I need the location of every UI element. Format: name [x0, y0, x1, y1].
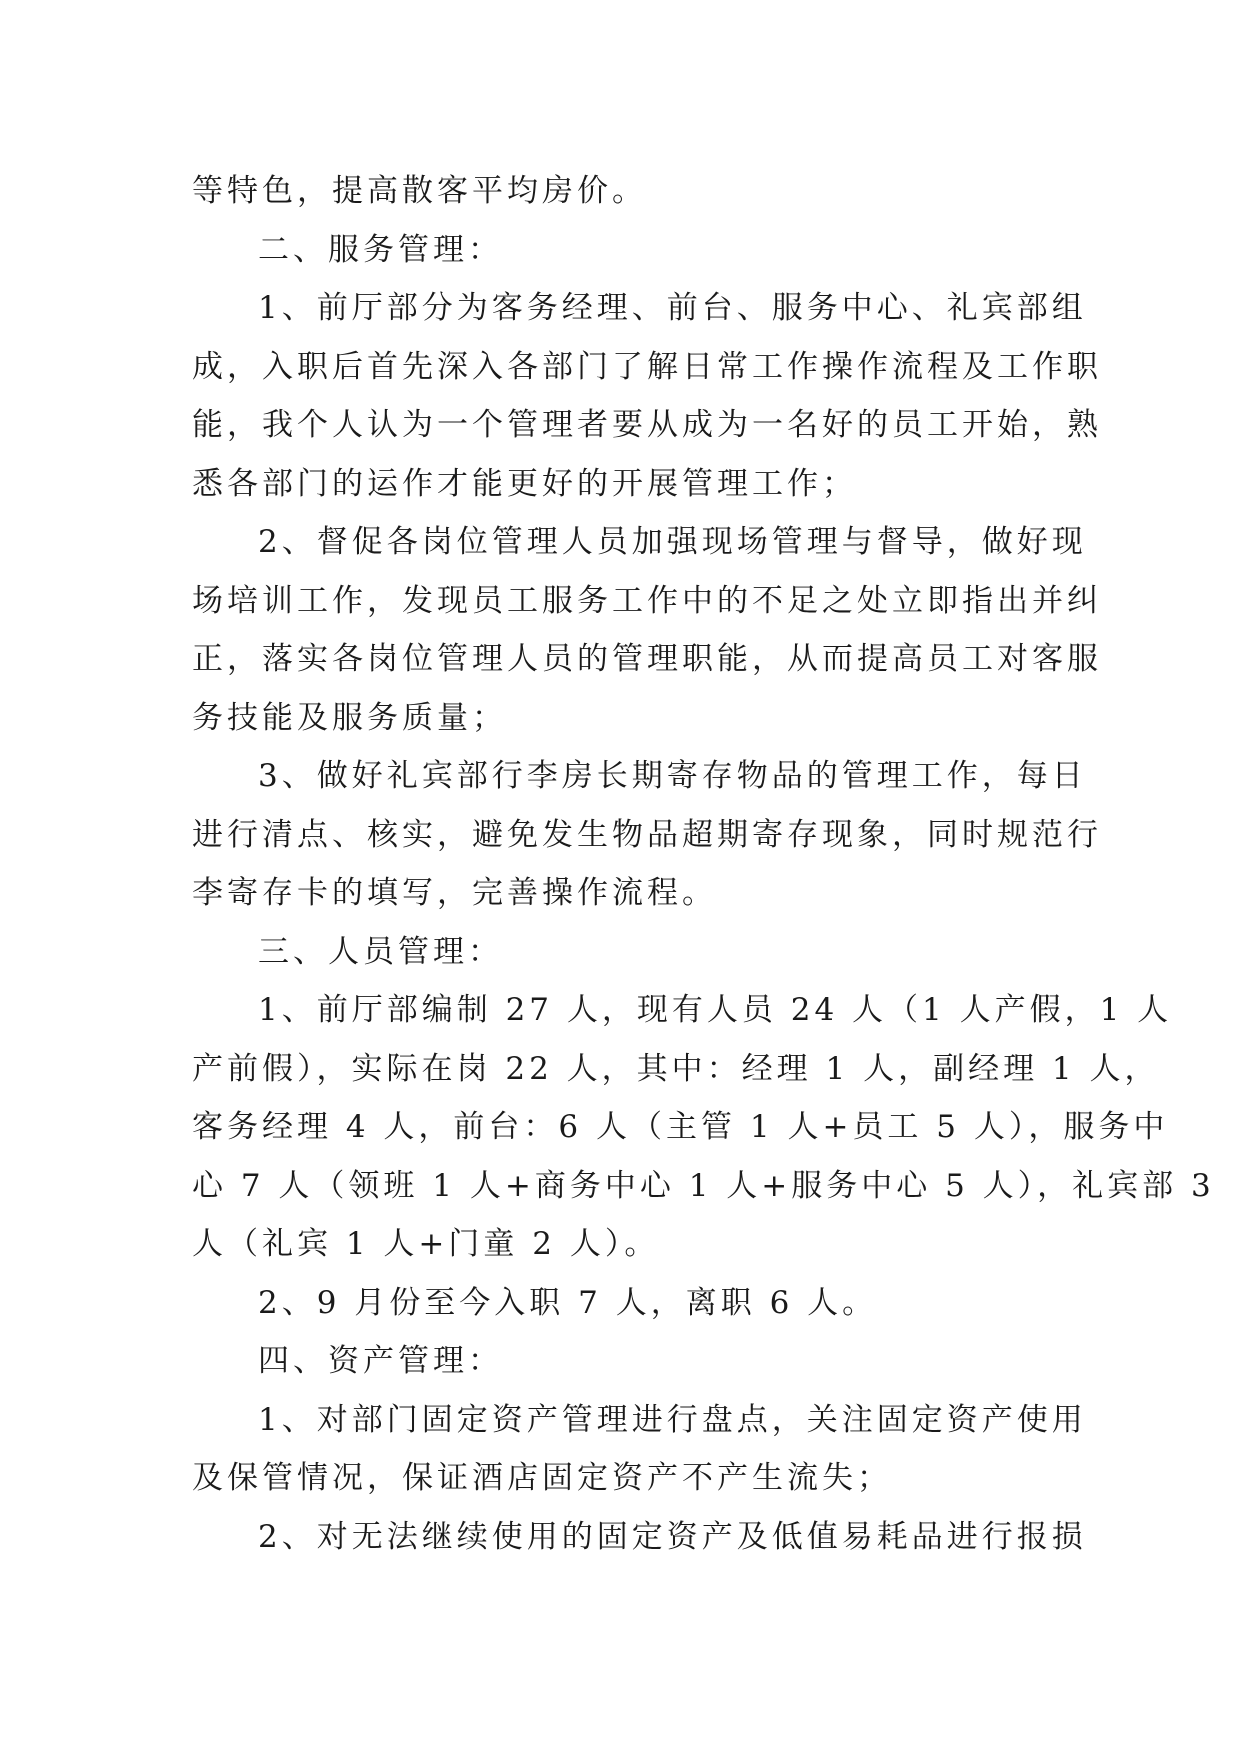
text-line: 1、前厅部分为客务经理、前台、服务中心、礼宾部组: [258, 290, 1087, 326]
text-line: 李寄存卡的填写，完善操作流程。: [192, 875, 717, 911]
text-line: 产前假），实际在岗 22 人，其中：经理 1 人，副经理 1 人，: [192, 1050, 1160, 1087]
text-line: 1、前厅部编制 27 人，现有人员 24 人（1 人产假，1 人: [258, 992, 1173, 1028]
text-line: 人（礼宾 1 人+门童 2 人）。: [192, 1226, 660, 1262]
text-line: 成，入职后首先深入各部门了解日常工作操作流程及工作职: [192, 348, 1102, 385]
text-line: 2、9 月份至今入职 7 人，离职 6 人。: [258, 1284, 878, 1321]
text-line: 务技能及服务质量；: [192, 699, 507, 736]
text-line: 2、督促各岗位管理人员加强现场管理与督导，做好现: [258, 524, 1087, 560]
text-line: 悉各部门的运作才能更好的开展管理工作；: [192, 465, 857, 502]
text-line: 场培训工作，发现员工服务工作中的不足之处立即指出并纠: [192, 582, 1102, 619]
text-line: 心 7 人（领班 1 人+商务中心 1 人+服务中心 5 人），礼宾部 3: [192, 1167, 1215, 1204]
document-body: [192, 162, 1215, 1566]
text-line: 正，落实各岗位管理人员的管理职能，从而提高员工对客服: [192, 641, 1102, 677]
text-line: 等特色，提高散客平均房价。: [192, 173, 647, 209]
text-line: 能，我个人认为一个管理者要从成为一名好的员工开始，熟: [192, 407, 1102, 443]
section-heading-service: 二、服务管理：: [258, 231, 503, 268]
text-line: 及保管情况，保证酒店固定资产不产生流失；: [192, 1460, 892, 1496]
text-line: 3、做好礼宾部行李房长期寄存物品的管理工作，每日: [258, 758, 1087, 794]
section-heading-assets: 四、资产管理：: [258, 1343, 503, 1379]
section-heading-personnel: 三、人员管理：: [258, 933, 503, 970]
text-line: 进行清点、核实，避免发生物品超期寄存现象，同时规范行: [192, 816, 1102, 853]
text-line: 1、对部门固定资产管理进行盘点，关注固定资产使用: [258, 1401, 1087, 1438]
text-line: 客务经理 4 人，前台：6 人（主管 1 人+员工 5 人），服务中: [192, 1109, 1169, 1145]
text-line: 2、对无法继续使用的固定资产及低值易耗品进行报损: [258, 1518, 1087, 1555]
